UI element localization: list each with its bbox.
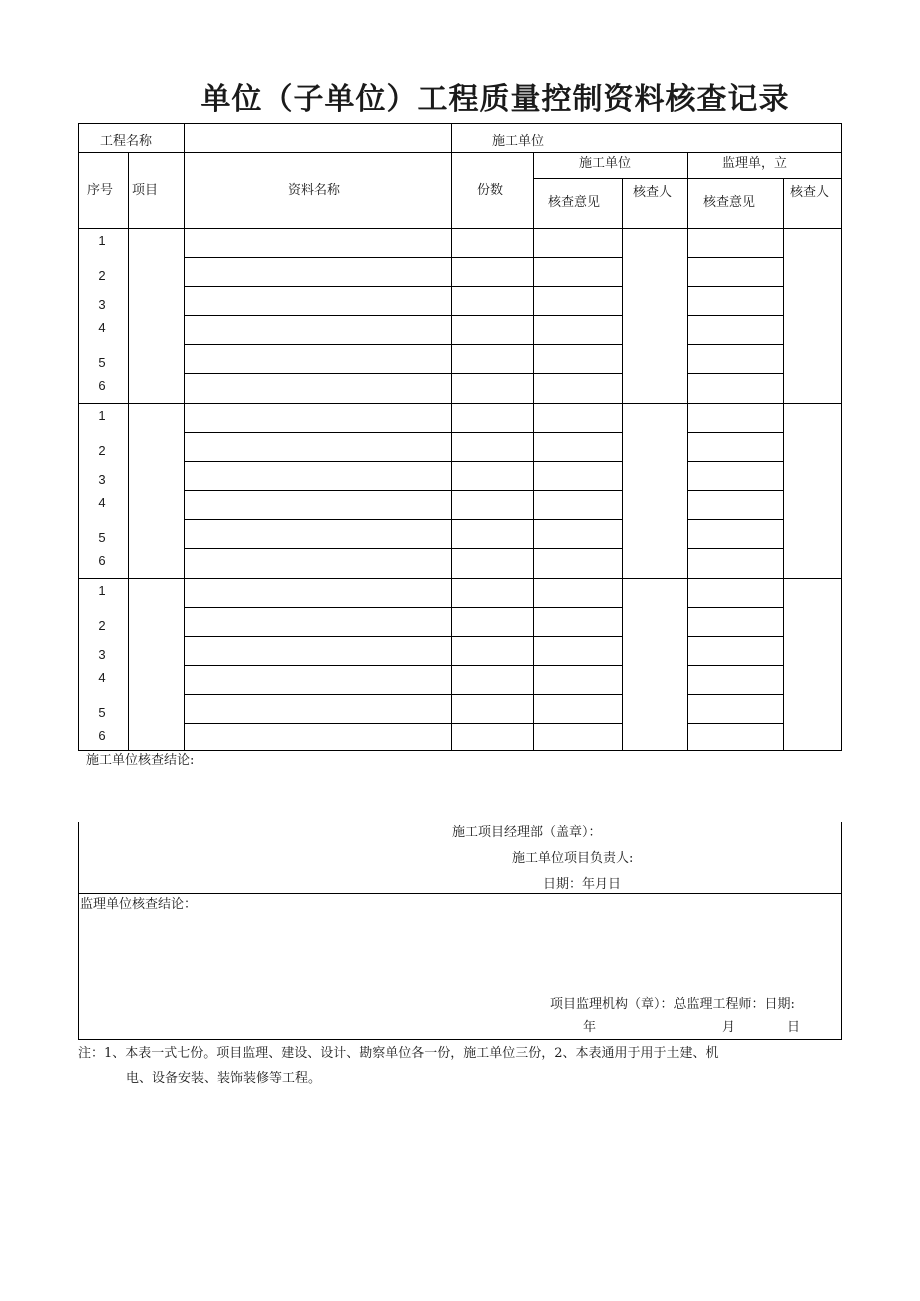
construction-manager-sign: 施工单位项目负责人:: [512, 851, 634, 866]
supervision-date-year: 年: [583, 1020, 597, 1035]
supervision-date-day: 日: [787, 1020, 801, 1035]
row-seq-number: 3: [98, 647, 106, 662]
construction-opinion-cell[interactable]: [534, 637, 622, 665]
section-item-cell[interactable]: [129, 404, 184, 578]
construction-opinion-cell[interactable]: [534, 520, 622, 548]
grid-line: [78, 822, 79, 1040]
grid-line: [78, 893, 842, 894]
column-group-construction: 施工单位: [579, 156, 632, 171]
column-header-supervision-opinion: 核查意见: [703, 195, 756, 210]
doc-name-cell[interactable]: [185, 316, 451, 344]
supervision-opinion-cell[interactable]: [688, 491, 783, 519]
row-seq-number: 6: [98, 553, 106, 568]
doc-name-cell[interactable]: [185, 520, 451, 548]
copies-cell[interactable]: [452, 345, 533, 373]
supervision-opinion-cell[interactable]: [688, 695, 783, 723]
construction-opinion-cell[interactable]: [534, 258, 622, 286]
copies-cell[interactable]: [452, 579, 533, 607]
copies-cell[interactable]: [452, 433, 533, 461]
doc-name-cell[interactable]: [185, 374, 451, 403]
construction-opinion-cell[interactable]: [534, 287, 622, 315]
construction-opinion-cell[interactable]: [534, 608, 622, 636]
grid-line: [841, 822, 842, 1040]
supervision-opinion-cell[interactable]: [688, 462, 783, 490]
doc-name-cell[interactable]: [185, 695, 451, 723]
row-seq-number: 2: [98, 443, 106, 458]
row-seq-number: 1: [98, 233, 106, 248]
doc-name-cell[interactable]: [185, 345, 451, 373]
doc-name-cell[interactable]: [185, 637, 451, 665]
doc-name-cell[interactable]: [185, 229, 451, 257]
construction-opinion-cell[interactable]: [534, 374, 622, 403]
column-header-item: 项目: [132, 183, 159, 198]
column-header-copies: 份数: [477, 183, 504, 198]
construction-conclusion-label: 施工单位核查结论:: [86, 753, 195, 768]
construction-checker-cell[interactable]: [623, 404, 687, 578]
grid-line: [78, 123, 842, 124]
copies-cell[interactable]: [452, 549, 533, 578]
doc-name-cell[interactable]: [185, 404, 451, 432]
copies-cell[interactable]: [452, 229, 533, 257]
row-seq-number: 4: [98, 320, 106, 335]
supervision-opinion-cell[interactable]: [688, 404, 783, 432]
construction-opinion-cell[interactable]: [534, 491, 622, 519]
row-seq-number: 4: [98, 495, 106, 510]
construction-opinion-cell[interactable]: [534, 724, 622, 750]
row-seq-number: 3: [98, 297, 106, 312]
row-seq-number: 6: [98, 728, 106, 743]
copies-cell[interactable]: [452, 404, 533, 432]
supervision-opinion-cell[interactable]: [688, 549, 783, 578]
construction-opinion-cell[interactable]: [534, 695, 622, 723]
construction-opinion-cell[interactable]: [534, 229, 622, 257]
supervision-opinion-cell[interactable]: [688, 520, 783, 548]
row-seq-number: 4: [98, 670, 106, 685]
row-seq-number: 2: [98, 618, 106, 633]
column-header-construction-opinion: 核查意见: [548, 195, 601, 210]
supervision-opinion-cell[interactable]: [688, 579, 783, 607]
footnote-line-1: 注：1、本表一式七份。项目监理、建设、设计、勘察单位各一份，施工单位三份，2、本表通用于用于土建、机: [78, 1046, 719, 1061]
copies-cell[interactable]: [452, 666, 533, 694]
copies-cell[interactable]: [452, 724, 533, 750]
row-seq-number: 1: [98, 583, 106, 598]
construction-opinion-cell[interactable]: [534, 433, 622, 461]
supervision-checker-cell[interactable]: [784, 579, 841, 750]
supervision-opinion-cell[interactable]: [688, 637, 783, 665]
supervision-opinion-cell[interactable]: [688, 433, 783, 461]
project-name-label: 工程名称: [100, 134, 153, 149]
copies-cell[interactable]: [452, 316, 533, 344]
supervision-date-month: 月: [722, 1020, 736, 1035]
grid-line: [78, 152, 842, 153]
row-seq-number: 1: [98, 408, 106, 423]
section-item-cell[interactable]: [129, 579, 184, 750]
grid-line: [78, 1039, 842, 1040]
copies-cell[interactable]: [452, 374, 533, 403]
construction-opinion-cell[interactable]: [534, 549, 622, 578]
copies-cell[interactable]: [452, 491, 533, 519]
copies-cell[interactable]: [452, 287, 533, 315]
construction-opinion-cell[interactable]: [534, 316, 622, 344]
doc-name-cell[interactable]: [185, 491, 451, 519]
supervision-opinion-cell[interactable]: [688, 345, 783, 373]
copies-cell[interactable]: [452, 258, 533, 286]
copies-cell[interactable]: [452, 695, 533, 723]
section-item-cell[interactable]: [129, 229, 184, 403]
copies-cell[interactable]: [452, 520, 533, 548]
supervision-opinion-cell[interactable]: [688, 666, 783, 694]
construction-date: 日期：年月日: [543, 877, 622, 892]
doc-name-cell[interactable]: [185, 608, 451, 636]
page-title: 单位（子单位）工程质量控制资料核查记录: [200, 82, 790, 117]
row-seq-number: 5: [98, 530, 106, 545]
supervision-conclusion-label: 监理单位核查结论：: [80, 897, 198, 912]
copies-cell[interactable]: [452, 608, 533, 636]
supervision-checker-cell[interactable]: [784, 229, 841, 403]
supervision-checker-cell[interactable]: [784, 404, 841, 578]
construction-opinion-cell[interactable]: [534, 404, 622, 432]
column-group-supervision: 监理单，立: [722, 156, 788, 171]
construction-checker-cell[interactable]: [623, 579, 687, 750]
construction-opinion-cell[interactable]: [534, 462, 622, 490]
row-seq-number: 5: [98, 705, 106, 720]
row-seq-number: 6: [98, 378, 106, 393]
supervision-opinion-cell[interactable]: [688, 316, 783, 344]
construction-unit-label: 施工单位: [492, 134, 545, 149]
row-seq-number: 2: [98, 268, 106, 283]
construction-opinion-cell[interactable]: [534, 579, 622, 607]
row-seq-number: 5: [98, 355, 106, 370]
doc-name-cell[interactable]: [185, 462, 451, 490]
construction-opinion-cell[interactable]: [534, 345, 622, 373]
construction-opinion-cell[interactable]: [534, 666, 622, 694]
grid-line: [78, 123, 79, 751]
doc-name-cell[interactable]: [185, 433, 451, 461]
row-seq-number: 3: [98, 472, 106, 487]
grid-line: [78, 750, 842, 751]
construction-checker-cell[interactable]: [623, 229, 687, 403]
grid-line: [841, 123, 842, 751]
column-header-construction-checker: 核查人: [633, 185, 673, 200]
doc-name-cell[interactable]: [185, 724, 451, 750]
doc-name-cell[interactable]: [185, 666, 451, 694]
supervision-opinion-cell[interactable]: [688, 374, 783, 403]
project-name-field[interactable]: [184, 124, 450, 152]
column-header-doc-name: 资料名称: [288, 183, 341, 198]
column-header-supervision-checker: 核查人: [790, 185, 830, 200]
copies-cell[interactable]: [452, 637, 533, 665]
doc-name-cell[interactable]: [185, 549, 451, 578]
supervision-opinion-cell[interactable]: [688, 608, 783, 636]
supervision-sign: 项目监理机构（章）：总监理工程师：日期:: [550, 997, 795, 1012]
footnote-line-2: 电、设备安装、装饰装修等工程。: [126, 1071, 322, 1086]
doc-name-cell[interactable]: [185, 579, 451, 607]
supervision-opinion-cell[interactable]: [688, 724, 783, 750]
doc-name-cell[interactable]: [185, 287, 451, 315]
supervision-opinion-cell[interactable]: [688, 229, 783, 257]
column-header-seq: 序号: [87, 183, 114, 198]
supervision-opinion-cell[interactable]: [688, 287, 783, 315]
construction-unit-field[interactable]: [556, 124, 840, 152]
supervision-conclusion-field[interactable]: [80, 915, 840, 990]
copies-cell[interactable]: [452, 462, 533, 490]
doc-name-cell[interactable]: [185, 258, 451, 286]
construction-dept-seal: 施工项目经理部（盖章）：: [452, 825, 602, 840]
supervision-opinion-cell[interactable]: [688, 258, 783, 286]
